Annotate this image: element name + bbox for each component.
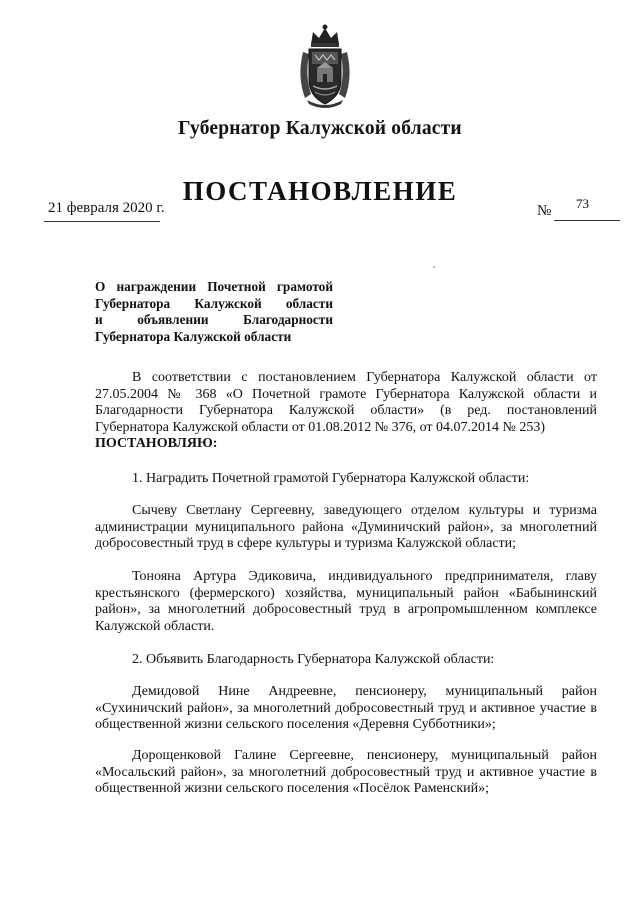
document-type-title: ПОСТАНОВЛЕНИЕ xyxy=(182,176,458,206)
number-underline xyxy=(554,220,620,221)
preamble-paragraph xyxy=(95,370,597,453)
item-1-heading: 1. Наградить Почетной грамотой Губернатора Калужской области: xyxy=(132,471,530,486)
preamble-text: В соответствии с постановлением Губернатора Калужской области от 27.05.2004 № 368 «О Почетной грамоте Губернатора Калужской области и Благодарности Губернатора Калужской области» (в ред. постановлений Губернатора Калужской области от 01.08.2012 № 376, от 04.07.2014 № 253) xyxy=(95,370,597,435)
document-number-label: № xyxy=(537,203,552,219)
award-paragraph-1: Сычеву Светлану Сергеевну, заведующего отделом культуры и туризма администрации муниципального района «Думиничский район», за многолетний добросовестный труд в сфере культуры и туризма Калужской области; xyxy=(95,503,597,552)
subject-line-2: Губернатора Калужской области xyxy=(95,295,333,311)
document-number-value: 73 xyxy=(576,196,589,211)
subject-line-3: и объявлении Благодарности xyxy=(95,312,333,327)
decree-word: ПОСТАНОВЛЯЮ: xyxy=(95,436,218,452)
thanks-paragraph-1: Демидовой Нине Андреевне, пенсионеру, муниципальный район «Сухиничский район», за многолетний добросовестный труд и активное участие в общественной жизни сельского поселения «Деревня Субботники»; xyxy=(95,684,597,733)
scan-speck xyxy=(433,266,435,268)
document-date: 21 февраля 2020 г. xyxy=(48,200,165,216)
item-2-heading: 2. Объявить Благодарность Губернатора Калужской области: xyxy=(132,652,495,667)
coat-of-arms-emblem xyxy=(293,22,357,108)
subject-line-1: О награждении Почетной грамотой xyxy=(95,279,333,294)
issuer-title: Губернатор Калужской области xyxy=(178,118,462,139)
thanks-paragraph-2: Дорощенковой Галине Сергеевне, пенсионеру, муниципальный район «Мосальский район», за многолетний добросовестный труд и активное участие в общественной жизни сельского поселения «Посёлок Раменский»; xyxy=(95,748,597,797)
award-paragraph-2: Тонояна Артура Эдиковича, индивидуального предпринимателя, главу крестьянского (фермерского) хозяйства, муниципальный район «Бабынинский район», за многолетний добросовестный труд в агропромышленном комплексе Калужской области. xyxy=(95,569,597,634)
subject-line-4: Губернатора Калужской области xyxy=(95,328,292,344)
date-underline xyxy=(44,221,160,222)
document-subject xyxy=(95,279,333,345)
